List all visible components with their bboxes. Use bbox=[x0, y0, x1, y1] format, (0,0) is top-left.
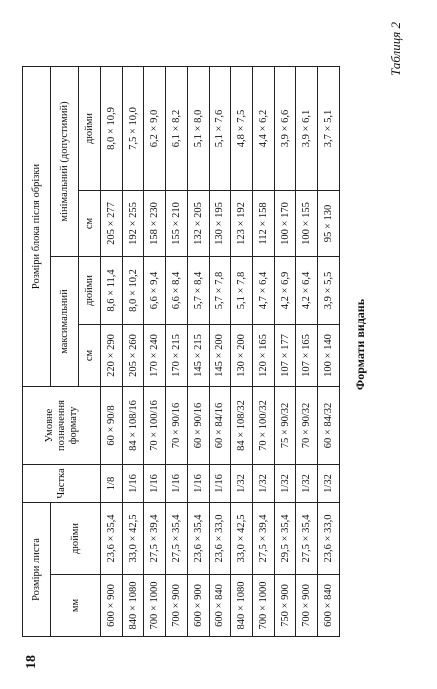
table-cell: 70 × 90/32 bbox=[296, 387, 318, 465]
table-cell: 132 × 205 bbox=[187, 191, 209, 257]
header-inches: дюйми bbox=[51, 503, 101, 575]
table-cell: 155 × 210 bbox=[166, 191, 188, 257]
table-cell: 23,6 × 33,0 bbox=[318, 503, 340, 575]
table-cell: 107 × 165 bbox=[296, 325, 318, 387]
table-cell: 1/16 bbox=[122, 465, 144, 503]
table-cell: 1/16 bbox=[166, 465, 188, 503]
table-cell: 3,7 × 5,1 bbox=[318, 66, 340, 190]
table-cell: 6,6 × 9,4 bbox=[144, 257, 166, 325]
table-cell: 123 × 192 bbox=[231, 191, 253, 257]
table-cell: 70 × 90/16 bbox=[166, 387, 188, 465]
table-cell: 33,0 × 42,5 bbox=[122, 503, 144, 575]
table-cell: 4,4 × 6,2 bbox=[253, 66, 275, 190]
table-cell: 6,6 × 8,4 bbox=[166, 257, 188, 325]
table-cell: 5,1 × 7,8 bbox=[231, 257, 253, 325]
table-cell: 60 × 84/16 bbox=[209, 387, 231, 465]
table-cell: 700 × 900 bbox=[296, 575, 318, 637]
table-cell: 29,5 × 35,4 bbox=[274, 503, 296, 575]
table-cell: 23,6 × 35,4 bbox=[187, 503, 209, 575]
table-cell: 220 × 290 bbox=[101, 325, 123, 387]
table-row bbox=[231, 66, 253, 636]
header-sheet-sizes: Розміри листа bbox=[23, 503, 51, 637]
table-cell: 840 × 1080 bbox=[122, 575, 144, 637]
table-cell: 1/8 bbox=[101, 465, 123, 503]
header-cm-min: см bbox=[79, 191, 101, 257]
table-cell: 100 × 170 bbox=[274, 191, 296, 257]
table-cell: 750 × 900 bbox=[274, 575, 296, 637]
table-row bbox=[274, 66, 296, 636]
table-cell: 700 × 1000 bbox=[253, 575, 275, 637]
table-cell: 120 × 165 bbox=[253, 325, 275, 387]
table-cell: 130 × 200 bbox=[231, 325, 253, 387]
table-cell: 23,6 × 35,4 bbox=[101, 503, 123, 575]
table-title: Формати видань bbox=[353, 298, 367, 391]
table-cell: 1/16 bbox=[187, 465, 209, 503]
table-cell: 27,5 × 35,4 bbox=[296, 503, 318, 575]
header-inches-max: дюйми bbox=[79, 257, 101, 325]
table-cell: 84 × 108/16 bbox=[122, 387, 144, 465]
header-minimum: мінімальний (допустимий) bbox=[51, 66, 79, 256]
table-row bbox=[101, 66, 123, 636]
table-cell: 130 × 195 bbox=[209, 191, 231, 257]
header-format-designation: Умовне позначення формату bbox=[23, 387, 101, 465]
header-block-sizes: Розміри блока після обрізки bbox=[23, 66, 51, 386]
table-cell: 158 × 230 bbox=[144, 191, 166, 257]
header-inches-min: дюйми bbox=[79, 66, 101, 190]
table-cell: 700 × 900 bbox=[166, 575, 188, 637]
table-cell: 5,7 × 7,8 bbox=[209, 257, 231, 325]
table-cell: 4,8 × 7,5 bbox=[231, 66, 253, 190]
table-cell: 84 × 108/32 bbox=[231, 387, 253, 465]
table-cell: 100 × 140 bbox=[318, 325, 340, 387]
table-row bbox=[296, 66, 318, 636]
table-cell: 5,7 × 8,4 bbox=[187, 257, 209, 325]
header-fraction: Частка bbox=[23, 465, 101, 503]
table-row bbox=[166, 66, 188, 636]
table-cell: 70 × 100/32 bbox=[253, 387, 275, 465]
table-cell: 1/32 bbox=[253, 465, 275, 503]
table-cell: 205 × 277 bbox=[101, 191, 123, 257]
table-row bbox=[318, 66, 340, 636]
table-cell: 1/16 bbox=[144, 465, 166, 503]
table-cell: 8,6 × 11,4 bbox=[101, 257, 123, 325]
table-cell: 7,5 × 10,0 bbox=[122, 66, 144, 190]
table-cell: 3,9 × 6,1 bbox=[296, 66, 318, 190]
table-cell: 95 × 130 bbox=[318, 191, 340, 257]
table-cell: 60 × 90/16 bbox=[187, 387, 209, 465]
table-cell: 145 × 200 bbox=[209, 325, 231, 387]
table-cell: 33,0 × 42,5 bbox=[231, 503, 253, 575]
table-cell: 600 × 840 bbox=[209, 575, 231, 637]
table-cell: 112 × 158 bbox=[253, 191, 275, 257]
table-cell: 1/32 bbox=[318, 465, 340, 503]
table-cell: 145 × 215 bbox=[187, 325, 209, 387]
table-cell: 3,9 × 5,5 bbox=[318, 257, 340, 325]
table-cell: 1/16 bbox=[209, 465, 231, 503]
table-row bbox=[122, 66, 144, 636]
table-row bbox=[253, 66, 275, 636]
header-cm-max: см bbox=[79, 325, 101, 387]
table-cell: 4,2 × 6,9 bbox=[274, 257, 296, 325]
table-row bbox=[209, 66, 231, 636]
table-cell: 600 × 840 bbox=[318, 575, 340, 637]
table-cell: 100 × 155 bbox=[296, 191, 318, 257]
table-cell: 700 × 1000 bbox=[144, 575, 166, 637]
table-cell: 1/32 bbox=[274, 465, 296, 503]
table-cell: 1/32 bbox=[231, 465, 253, 503]
table-body bbox=[101, 66, 340, 636]
table-row bbox=[187, 66, 209, 636]
table-cell: 27,5 × 39,4 bbox=[144, 503, 166, 575]
table-row bbox=[144, 66, 166, 636]
table-cell: 107 × 177 bbox=[274, 325, 296, 387]
table-cell: 1/32 bbox=[296, 465, 318, 503]
table-cell: 6,2 × 9,0 bbox=[144, 66, 166, 190]
table-cell: 4,2 × 6,4 bbox=[296, 257, 318, 325]
table-cell: 5,1 × 8,0 bbox=[187, 66, 209, 190]
table-cell: 205 × 260 bbox=[122, 325, 144, 387]
table-cell: 600 × 900 bbox=[101, 575, 123, 637]
table-cell: 170 × 215 bbox=[166, 325, 188, 387]
table-cell: 8,0 × 10,9 bbox=[101, 66, 123, 190]
formats-table bbox=[22, 66, 340, 637]
table-cell: 4,7 × 6,4 bbox=[253, 257, 275, 325]
table-cell: 192 × 255 bbox=[122, 191, 144, 257]
table-cell: 60 × 84/32 bbox=[318, 387, 340, 465]
table-cell: 840 × 1080 bbox=[231, 575, 253, 637]
header-maximum: максимальний bbox=[51, 257, 79, 387]
table-cell: 8,0 × 10,2 bbox=[122, 257, 144, 325]
table-cell: 75 × 90/32 bbox=[274, 387, 296, 465]
header-mm: мм bbox=[51, 575, 101, 637]
table-cell: 3,9 × 6,6 bbox=[274, 66, 296, 190]
table-cell: 170 × 240 bbox=[144, 325, 166, 387]
table-cell: 5,1 × 7,6 bbox=[209, 66, 231, 190]
table-label: Таблиця 2 bbox=[388, 22, 403, 76]
table-cell: 6,1 × 8,2 bbox=[166, 66, 188, 190]
page-number: 18 bbox=[24, 655, 39, 669]
table-cell: 600 × 900 bbox=[187, 575, 209, 637]
table-cell: 23,6 × 33,0 bbox=[209, 503, 231, 575]
table-cell: 27,5 × 39,4 bbox=[253, 503, 275, 575]
table-cell: 27,5 × 35,4 bbox=[166, 503, 188, 575]
table-cell: 60 × 90/8 bbox=[101, 387, 123, 465]
table-cell: 70 × 100/16 bbox=[144, 387, 166, 465]
